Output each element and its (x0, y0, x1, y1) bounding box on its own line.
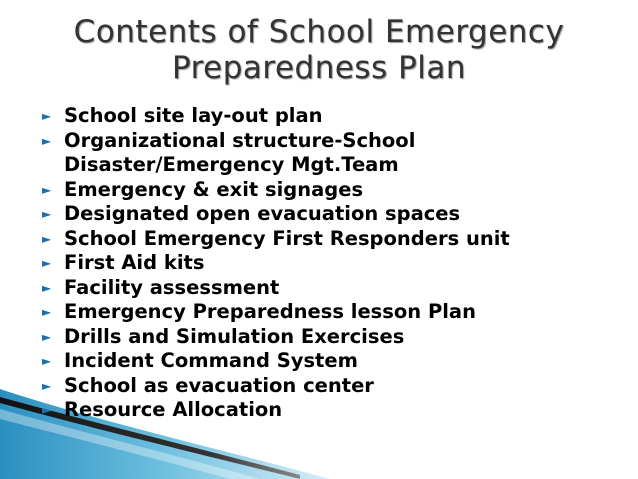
list-item (40, 251, 620, 276)
title-line-1: Contents of School Emergency (73, 14, 565, 50)
list-item-text: Resource Allocation (64, 398, 283, 421)
arrow-bullet-icon: ► (42, 305, 52, 319)
arrow-bullet-icon: ► (42, 133, 52, 148)
list-item (40, 300, 620, 325)
title-line-2: Preparedness Plan (171, 50, 467, 86)
list-item-text: Facility assessment (64, 275, 280, 299)
slide-title (0, 14, 638, 86)
arrow-bullet-icon: ► (42, 280, 52, 295)
arrow-bullet-icon: ► (42, 231, 52, 246)
list-item-text: School Emergency First Responders unit (64, 226, 510, 250)
list-item-text: School site lay-out plan (64, 104, 323, 127)
list-item (40, 398, 620, 423)
list-item-text: Emergency & exit signages (64, 177, 364, 201)
arrow-bullet-icon: ► (42, 378, 52, 393)
list-item (40, 202, 620, 227)
list-item-text: Designated open evacuation spaces (64, 202, 461, 225)
list-item-text: Incident Command System (64, 349, 358, 372)
list-item (40, 349, 620, 374)
list-item (40, 178, 620, 203)
arrow-bullet-icon: ► (42, 354, 52, 368)
arrow-bullet-icon: ► (42, 403, 52, 417)
list-item-text: Organizational structure-School (64, 128, 416, 152)
list-item-text-continued: Disaster/Emergency Mgt.Team (64, 153, 399, 176)
arrow-bullet-icon: ► (42, 256, 52, 270)
list-item (40, 276, 620, 301)
arrow-bullet-icon: ► (42, 329, 52, 344)
bullet-list (40, 104, 620, 423)
arrow-bullet-icon: ► (42, 207, 52, 221)
list-item-text: School as evacuation center (64, 373, 374, 397)
arrow-bullet-icon: ► (42, 182, 52, 197)
arrow-bullet-icon: ► (42, 109, 52, 123)
list-item-text: First Aid kits (64, 251, 205, 274)
list-item-text: Drills and Simulation Exercises (64, 324, 405, 348)
list-item (40, 129, 620, 178)
list-item (40, 104, 620, 129)
list-item-text: Emergency Preparedness lesson Plan (64, 300, 476, 323)
list-item (40, 227, 620, 252)
list-item (40, 325, 620, 350)
list-item (40, 374, 620, 399)
